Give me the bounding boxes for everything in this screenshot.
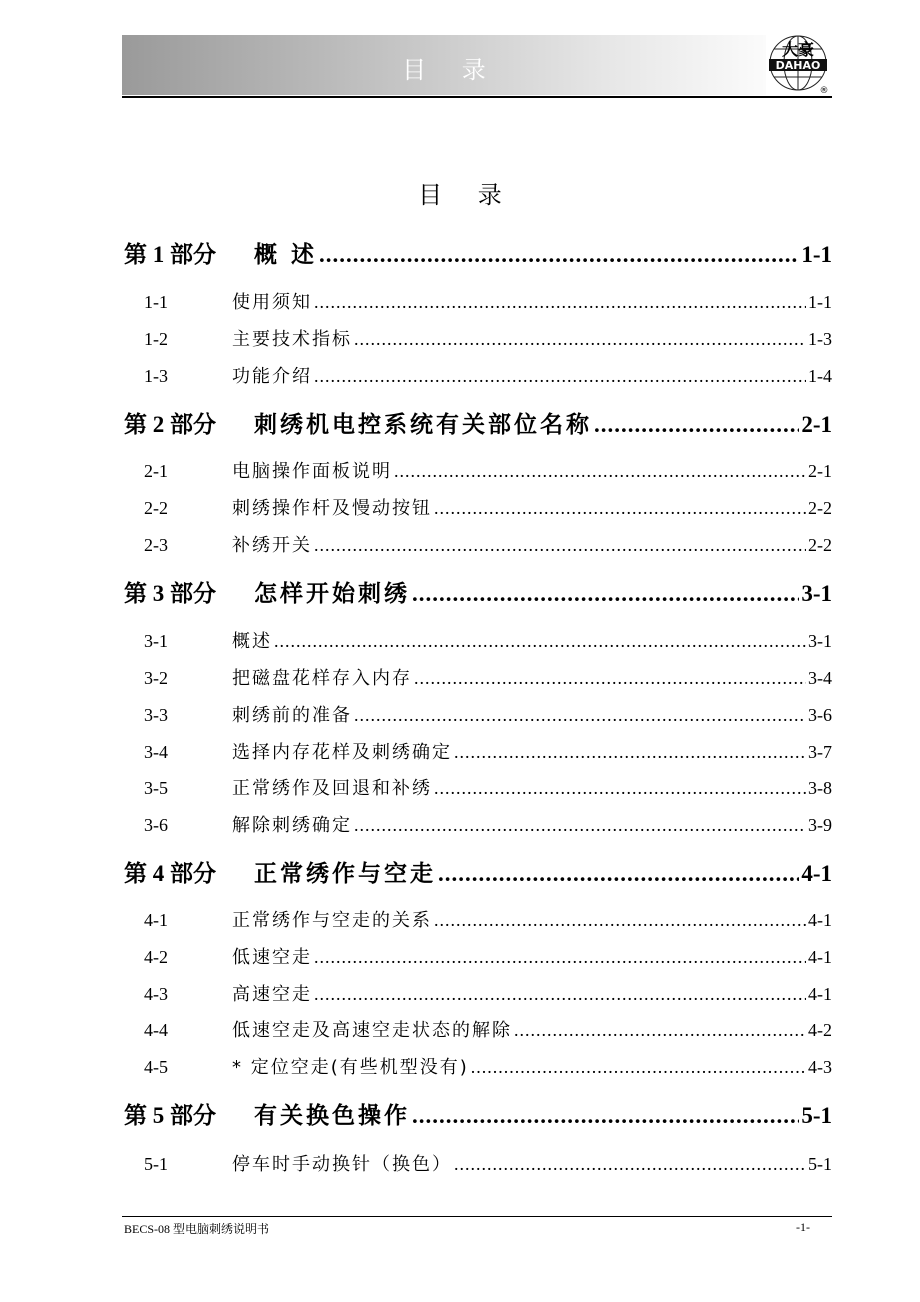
header-rule: [122, 96, 832, 98]
toc-leader-dots: [434, 910, 806, 931]
toc-item-number: 3-5: [144, 778, 168, 798]
toc-leader-dots: [514, 1020, 806, 1041]
dahao-logo: [766, 33, 832, 95]
toc-item-4-5[interactable]: [124, 1053, 832, 1079]
toc-page-number: 3-6: [808, 705, 832, 725]
toc-page-number: 3-8: [808, 778, 832, 798]
toc-item-title: 功能介绍: [232, 366, 312, 387]
toc-leader-dots: [454, 742, 806, 763]
toc-page-number: 4-2: [808, 1020, 832, 1040]
toc-item-title: 刺绣前的准备: [232, 705, 352, 726]
footer-rule: [122, 1216, 832, 1217]
toc-item-number: 1-1: [144, 292, 168, 312]
toc-item-3-6[interactable]: [124, 811, 832, 837]
toc-item-number: 1-3: [144, 366, 168, 386]
toc-part-number: 第 3 部分: [124, 581, 216, 606]
toc-leader-dots: [274, 631, 806, 652]
toc-item-number: 3-4: [144, 742, 168, 762]
registered-mark: ®: [819, 86, 829, 95]
toc-item-number: 3-6: [144, 815, 168, 835]
toc-item-title: 补绣开关: [232, 535, 312, 556]
toc-item-number: 4-5: [144, 1057, 168, 1077]
toc-item-4-3[interactable]: [124, 980, 832, 1006]
toc-item-number: 2-1: [144, 461, 168, 481]
toc-leader-dots: [314, 535, 806, 556]
toc-part-4[interactable]: [124, 855, 832, 888]
toc-item-number: 2-2: [144, 498, 168, 518]
toc-leader-dots: [434, 498, 806, 519]
toc-item-title: 解除刺绣确定: [232, 815, 352, 836]
toc-leader-dots: [454, 1154, 806, 1175]
toc-leader-dots: [314, 947, 806, 968]
toc-part-1[interactable]: [124, 236, 832, 269]
toc-part-title: 怎样开始刺绣: [254, 581, 410, 607]
toc-part-title: 概 述: [254, 242, 318, 268]
toc-item-title: 概述: [232, 631, 272, 652]
toc-item-2-3[interactable]: [124, 531, 832, 557]
toc-page-number: 3-1: [808, 631, 832, 651]
toc-part-3[interactable]: [124, 575, 832, 608]
header-title: 目 录: [402, 56, 500, 84]
toc-leader-dots: [412, 581, 799, 607]
toc-page-number: 3-7: [808, 742, 832, 762]
toc-item-2-2[interactable]: [124, 494, 832, 520]
toc-part-number: 第 5 部分: [124, 1103, 216, 1128]
toc-page-number: 1-1: [808, 292, 832, 312]
toc-part-title: 刺绣机电控系统有关部位名称: [254, 412, 592, 438]
toc-item-title: 选择内存花样及刺绣确定: [232, 742, 452, 763]
toc-item-4-2[interactable]: [124, 943, 832, 969]
toc-page-number: 2-2: [808, 498, 832, 518]
toc-leader-dots: [354, 705, 806, 726]
toc-page-number: 2-1: [808, 461, 832, 481]
toc-item-3-2[interactable]: [124, 664, 832, 690]
toc-item-title: 正常绣作与空走的关系: [232, 910, 432, 931]
toc-item-3-4[interactable]: [124, 738, 832, 764]
toc-page-number: 5-1: [801, 1103, 832, 1128]
toc-item-2-1[interactable]: [124, 457, 832, 483]
footer-document-title: BECS-08 型电脑刺绣说明书: [124, 1222, 270, 1236]
toc-item-number: 4-2: [144, 947, 168, 967]
toc-item-title: 高速空走: [232, 984, 312, 1005]
toc-leader-dots: [354, 815, 806, 836]
toc-item-1-2[interactable]: [124, 325, 832, 351]
toc-item-title: 电脑操作面板说明: [232, 461, 392, 482]
logo-sub-text: DAHAO: [775, 59, 821, 72]
toc-leader-dots: [319, 242, 799, 268]
toc-item-number: 4-1: [144, 910, 168, 930]
toc-page-number: 1-1: [801, 242, 832, 267]
header-bar: [122, 35, 766, 95]
toc-item-4-4[interactable]: [124, 1016, 832, 1042]
toc-page-number: 1-3: [808, 329, 832, 349]
toc-item-5-1[interactable]: [124, 1150, 832, 1176]
toc-item-number: 3-1: [144, 631, 168, 651]
toc-item-title: 把磁盘花样存入内存: [232, 668, 412, 689]
toc-item-title: 低速空走及高速空走状态的解除: [232, 1020, 512, 1041]
toc-page-number: 3-9: [808, 815, 832, 835]
toc-page-number: 3-4: [808, 668, 832, 688]
toc-page-number: 4-1: [808, 947, 832, 967]
toc-leader-dots: [314, 984, 806, 1005]
logo-text: 大豪: [781, 40, 815, 59]
toc-page-number: 4-3: [808, 1057, 832, 1077]
toc-item-title: 正常绣作及回退和补绣: [232, 778, 432, 799]
toc-item-title: * 定位空走(有些机型没有): [232, 1057, 469, 1078]
page-title: 目 录: [418, 181, 516, 209]
toc-part-number: 第 1 部分: [124, 242, 216, 267]
toc-part-title: 有关换色操作: [254, 1103, 410, 1129]
toc-item-number: 3-3: [144, 705, 168, 725]
toc-part-2[interactable]: [124, 406, 832, 439]
footer-page-number: -1-: [796, 1220, 810, 1234]
toc-leader-dots: [394, 461, 806, 482]
toc-item-title: 使用须知: [232, 292, 312, 313]
toc-leader-dots: [314, 292, 806, 313]
toc-item-number: 5-1: [144, 1154, 168, 1174]
toc-item-title: 低速空走: [232, 947, 312, 968]
toc-leader-dots: [434, 778, 806, 799]
toc-item-title: 主要技术指标: [232, 329, 352, 350]
toc-item-number: 4-3: [144, 984, 168, 1004]
toc-item-1-1[interactable]: [124, 288, 832, 314]
toc-leader-dots: [438, 861, 799, 887]
toc-page-number: 4-1: [808, 984, 832, 1004]
toc-page-number: 3-1: [801, 581, 832, 606]
toc-page-number: 1-4: [808, 366, 832, 386]
toc-page-number: 5-1: [808, 1154, 832, 1174]
toc-part-5[interactable]: [124, 1097, 832, 1130]
toc-item-number: 2-3: [144, 535, 168, 555]
toc-page-number: 4-1: [801, 861, 832, 886]
toc-leader-dots: [414, 668, 806, 689]
toc-item-4-1[interactable]: [124, 906, 832, 932]
toc-item-3-1[interactable]: [124, 627, 832, 653]
toc-leader-dots: [471, 1057, 806, 1078]
toc-item-number: 1-2: [144, 329, 168, 349]
toc-leader-dots: [412, 1103, 799, 1129]
toc-item-1-3[interactable]: [124, 362, 832, 388]
toc-item-title: 停车时手动换针（换色）: [232, 1154, 452, 1175]
toc-item-title: 刺绣操作杆及慢动按钮: [232, 498, 432, 519]
toc-part-number: 第 4 部分: [124, 861, 216, 886]
toc-leader-dots: [354, 329, 806, 350]
toc-leader-dots: [594, 412, 799, 438]
toc-item-3-3[interactable]: [124, 701, 832, 727]
toc-leader-dots: [314, 366, 806, 387]
toc-item-3-5[interactable]: [124, 774, 832, 800]
toc-part-number: 第 2 部分: [124, 412, 216, 437]
toc-item-number: 3-2: [144, 668, 168, 688]
toc-page-number: 2-1: [801, 412, 832, 437]
toc-item-number: 4-4: [144, 1020, 168, 1040]
toc-part-title: 正常绣作与空走: [254, 861, 436, 887]
toc-page-number: 2-2: [808, 535, 832, 555]
toc-page-number: 4-1: [808, 910, 832, 930]
